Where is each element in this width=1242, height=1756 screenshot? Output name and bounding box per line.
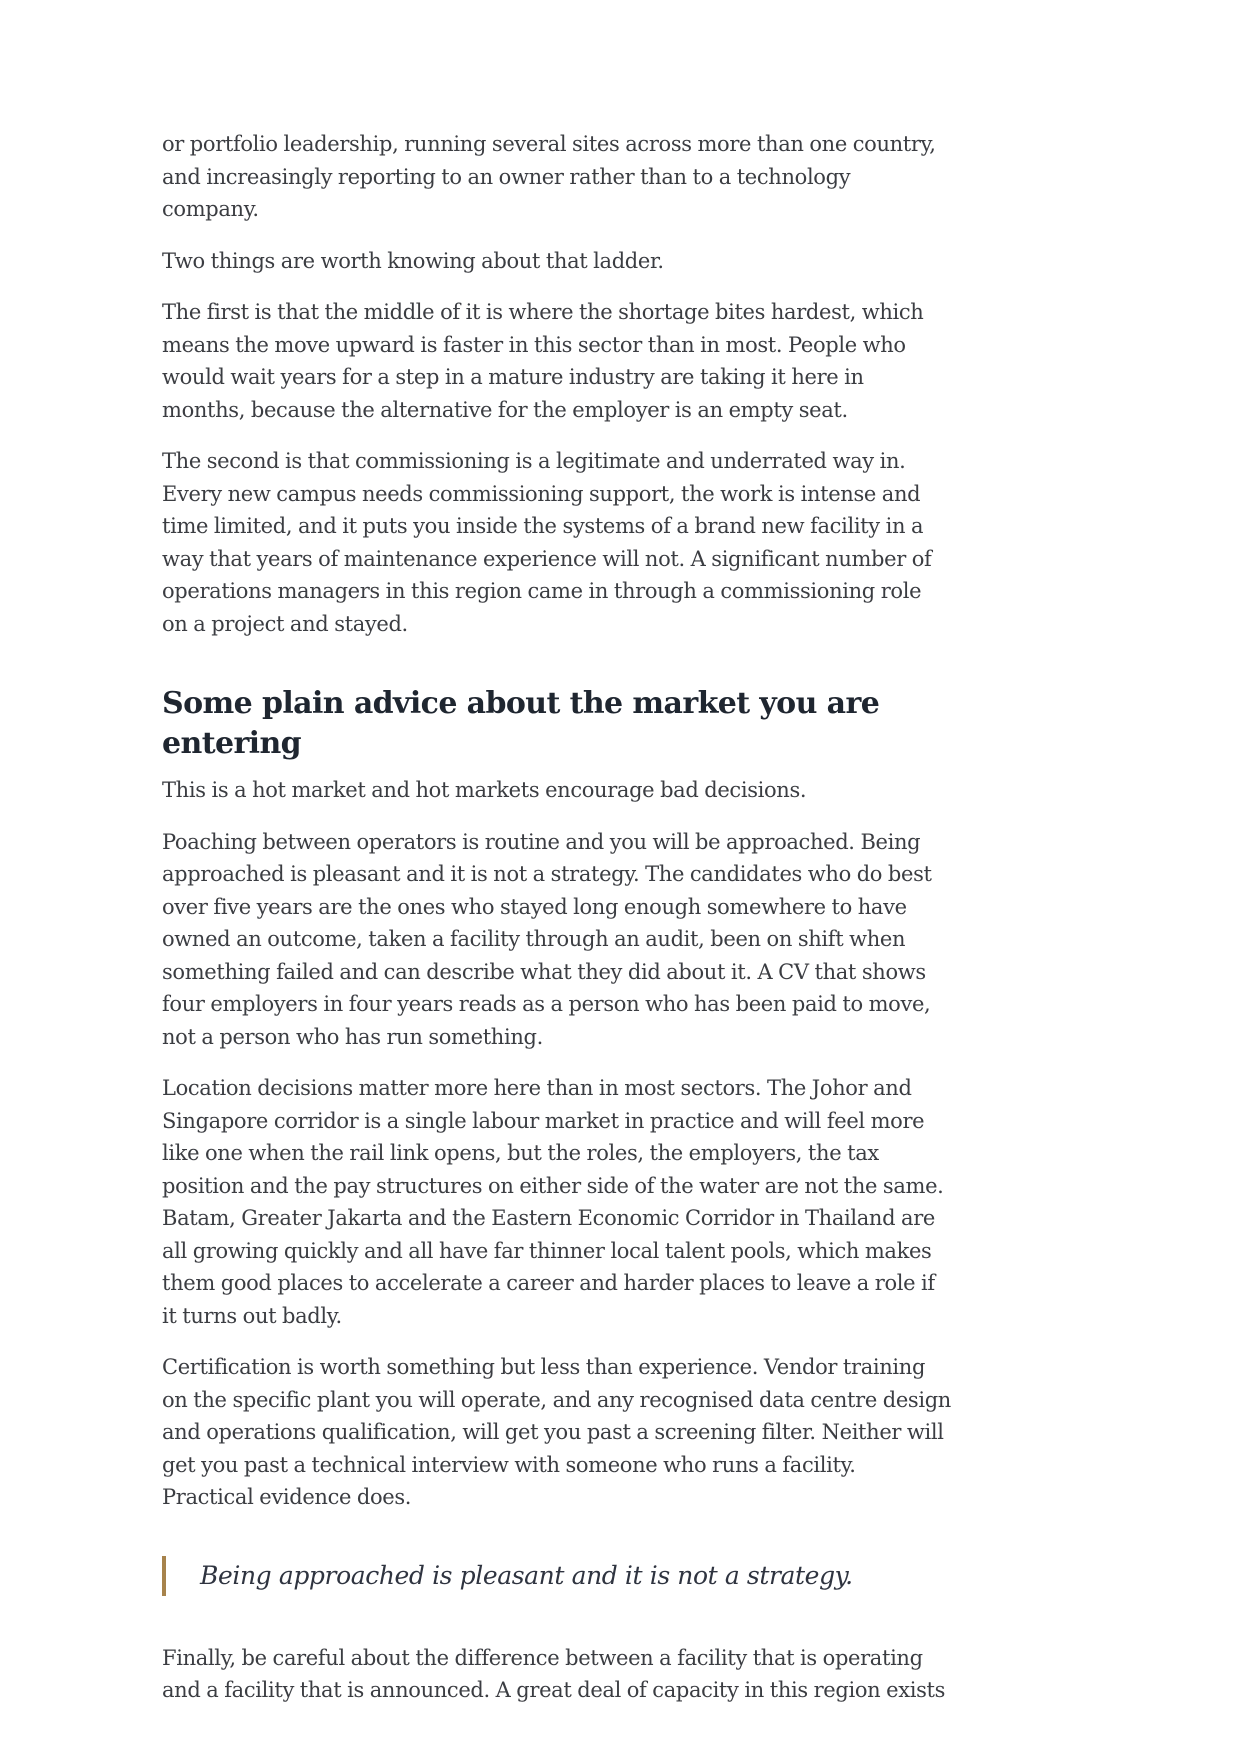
- paragraph-location: Location decisions matter more here than in most sectors. The Johor and Singapore corridor is a single labour market in practice and will feel more like one when the rail link opens, but the roles, the employers, the tax position and the pay structures on either side of the water are not the same. Batam, Greater Jakarta and the Eastern Economic Corridor in Thailand are all growing quickly and all have far thinner local talent pools, which makes them good places to accelerate a career and harder places to leave a role if it turns out badly.: [162, 1076, 944, 1328]
- paragraph-two-things: Two things are worth knowing about that ladder.: [162, 248, 664, 273]
- paragraph-certification: Certification is worth something but less than experience. Vendor training on the specific plant you will operate, and any recognised data centre design and operations qualification, will get you past a screening filter. Neither will get you past a technical interview with someone who runs a facility. Practical evidence does.: [162, 1355, 951, 1509]
- paragraph-commissioning: The second is that commissioning is a legitimate and underrated way in. Every new campus needs commissioning support, the work is intense and time limited, and it puts you inside the systems of a brand new facility in a way that years of maintenance experience will not. A significant number of operations managers in this region came in through a commissioning role on a project and stayed.: [162, 449, 932, 636]
- paragraph-hot-market: This is a hot market and hot markets encourage bad decisions.: [162, 778, 807, 802]
- pullquote: Being approached is pleasant and it is not a strategy.: [162, 1556, 952, 1596]
- section-heading: Some plain advice about the market you are entering: [162, 686, 880, 761]
- paragraph-poaching: Poaching between operators is routine and you will be approached. Being approached is pleasant and it is not a strategy. The candidates who do best over five years are the ones who stayed long enough somewhere to have owned an outcome, taken a facility through an audit, been on shift when something failed and can describe what they did about it. A CV that shows four employers in four years reads as a person who has been paid to move, not a person who has run something.: [162, 829, 932, 1049]
- paragraph-middle-shortage: The first is that the middle of it is where the shortage bites hardest, which means the move upward is faster in this sector than in most. People who would wait years for a step in a mature industry are taking it here in months, because the alternative for the employer is an empty seat.: [162, 300, 924, 422]
- article-body: [162, 128, 952, 1726]
- paragraph-portfolio-leadership: or portfolio leadership, running several sites across more than one country, and increasingly reporting to an owner rather than to a technology company.: [162, 132, 936, 221]
- paragraph-finally: Finally, be careful about the difference between a facility that is operating and a facility that is announced. A great deal of capacity in this region exists: [162, 1645, 946, 1702]
